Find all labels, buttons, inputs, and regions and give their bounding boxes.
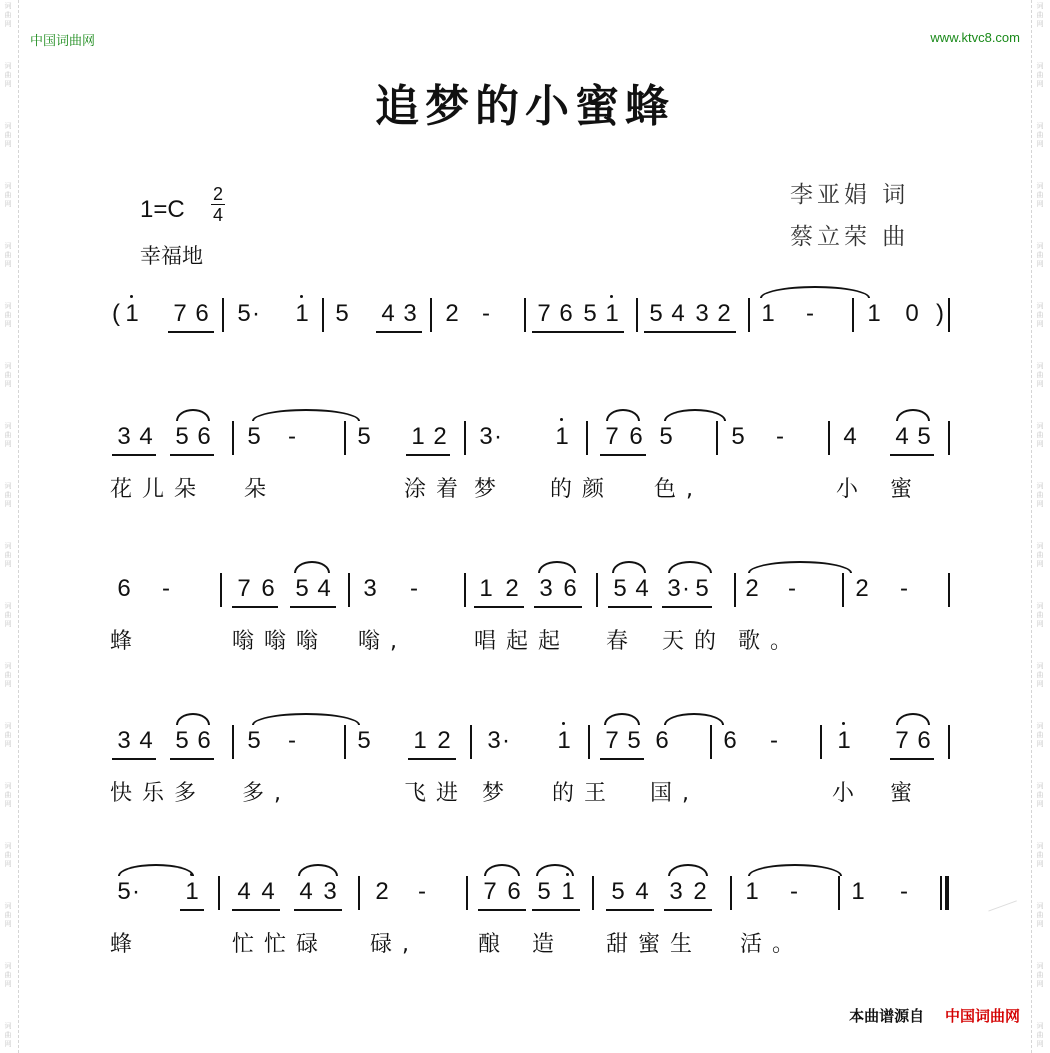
slur-arc bbox=[294, 561, 330, 573]
lyric: 蜜 bbox=[890, 477, 923, 502]
note: 1 bbox=[561, 878, 575, 905]
note: 2 bbox=[855, 575, 869, 602]
barline bbox=[852, 298, 854, 332]
lyric: 国, bbox=[650, 781, 699, 806]
note: 7 bbox=[605, 727, 619, 754]
watermark-text: 词 曲 网 bbox=[4, 122, 12, 148]
symbol: · bbox=[682, 575, 690, 602]
symbol: - bbox=[900, 878, 908, 905]
note: 6 bbox=[655, 727, 669, 754]
note: 4 bbox=[261, 878, 275, 905]
beam-underline bbox=[608, 606, 652, 608]
lyric: 蜜 bbox=[890, 781, 923, 806]
note: 7 bbox=[895, 727, 909, 754]
slur-arc bbox=[760, 286, 870, 298]
note: 4 bbox=[843, 423, 857, 450]
beam-underline bbox=[532, 909, 580, 911]
note: 1 bbox=[479, 575, 493, 602]
slur-arc bbox=[664, 713, 724, 725]
barline bbox=[636, 298, 638, 332]
note: 1 bbox=[185, 878, 199, 905]
barline bbox=[730, 876, 732, 910]
lyric: 歌。 bbox=[738, 629, 803, 654]
note: 0 bbox=[905, 300, 919, 327]
slur-arc bbox=[484, 864, 520, 876]
note: 1 bbox=[745, 878, 759, 905]
note: 3 bbox=[695, 300, 709, 327]
site-name: 中国词曲网 bbox=[30, 34, 96, 49]
barline bbox=[586, 421, 588, 455]
note: 1 bbox=[761, 300, 775, 327]
symbol: - bbox=[806, 300, 814, 327]
note: 6 bbox=[261, 575, 275, 602]
note: 1 bbox=[837, 727, 851, 754]
watermark-text: 词 曲 网 bbox=[1036, 422, 1044, 448]
barline bbox=[948, 573, 950, 607]
slur-arc bbox=[668, 561, 712, 573]
song-title: 追梦的小蜜蜂 bbox=[375, 81, 675, 132]
slur-arc bbox=[536, 864, 574, 876]
barline bbox=[430, 298, 432, 332]
barline bbox=[232, 421, 234, 455]
barline bbox=[596, 573, 598, 607]
watermark-text: 词 曲 网 bbox=[4, 362, 12, 388]
slur-arc bbox=[668, 864, 708, 876]
watermark-text: 词 曲 网 bbox=[4, 242, 12, 268]
barline bbox=[344, 725, 346, 759]
barline bbox=[828, 421, 830, 455]
barline bbox=[838, 876, 840, 910]
note: 5 bbox=[613, 575, 627, 602]
note: 5 bbox=[295, 575, 309, 602]
octave-dot bbox=[130, 295, 133, 298]
beam-underline bbox=[606, 909, 654, 911]
slur-arc bbox=[604, 713, 640, 725]
note: 4 bbox=[635, 575, 649, 602]
octave-dot bbox=[562, 722, 565, 725]
note: 7 bbox=[483, 878, 497, 905]
note: 3 bbox=[479, 423, 493, 450]
barline bbox=[466, 876, 468, 910]
symbol: · bbox=[502, 727, 510, 754]
watermark-text: 词 曲 网 bbox=[4, 842, 12, 868]
watermark-text: 词 曲 网 bbox=[1036, 302, 1044, 328]
symbol: - bbox=[418, 878, 426, 905]
lyric: 甜蜜生 bbox=[606, 932, 703, 957]
note: 5 bbox=[611, 878, 625, 905]
lyric: 朵 bbox=[244, 477, 277, 502]
note: 7 bbox=[605, 423, 619, 450]
note: 5 bbox=[357, 727, 371, 754]
note: 6 bbox=[507, 878, 521, 905]
lyric: 快乐多 bbox=[110, 781, 207, 806]
lyric: 梦 bbox=[482, 781, 515, 806]
watermark-text: 词 曲 网 bbox=[4, 182, 12, 208]
note: 5 bbox=[917, 423, 931, 450]
lyric: 涂着 bbox=[404, 477, 469, 502]
octave-dot bbox=[610, 295, 613, 298]
watermark-text: 词 曲 网 bbox=[4, 62, 12, 88]
slur-arc bbox=[748, 561, 852, 573]
note: 3 bbox=[539, 575, 553, 602]
lyric: 蜂 bbox=[110, 932, 143, 957]
barline bbox=[748, 298, 750, 332]
beam-underline bbox=[600, 758, 644, 760]
note: 3 bbox=[669, 878, 683, 905]
beam-underline bbox=[112, 758, 156, 760]
note: 5 bbox=[695, 575, 709, 602]
slur-arc bbox=[252, 713, 360, 725]
note: 3 bbox=[363, 575, 377, 602]
note: 3 bbox=[117, 727, 131, 754]
lyric: 唱起起 bbox=[474, 629, 571, 654]
footer-source bbox=[849, 1005, 1020, 1026]
watermark-text: 词 曲 网 bbox=[1036, 122, 1044, 148]
slur-arc bbox=[748, 864, 842, 876]
note: 4 bbox=[381, 300, 395, 327]
lyricist-credit: 李亚娟 词 bbox=[790, 182, 910, 208]
score-row bbox=[0, 727, 1050, 857]
watermark-text: 词 曲 网 bbox=[1036, 362, 1044, 388]
watermark-text: 词 曲 网 bbox=[1036, 542, 1044, 568]
note: 6 bbox=[917, 727, 931, 754]
site-url[interactable]: www.ktvc8.com bbox=[930, 30, 1020, 45]
note: 4 bbox=[895, 423, 909, 450]
watermark-text: 词 曲 网 bbox=[1036, 482, 1044, 508]
lyric: 多, bbox=[242, 781, 291, 806]
watermark-text: 词 曲 网 bbox=[4, 902, 12, 928]
note: 2 bbox=[445, 300, 459, 327]
note: 1 bbox=[295, 300, 309, 327]
key-signature: 1=C bbox=[140, 196, 185, 223]
time-signature bbox=[208, 184, 228, 225]
footer-label: 本曲谱源自 bbox=[849, 1007, 925, 1025]
barline bbox=[358, 876, 360, 910]
note: 3 bbox=[323, 878, 337, 905]
watermark-text: 词 曲 网 bbox=[4, 782, 12, 808]
beam-underline bbox=[600, 454, 646, 456]
barline bbox=[588, 725, 590, 759]
barline bbox=[348, 573, 350, 607]
note: 1 bbox=[125, 300, 139, 327]
lyric: 造 bbox=[532, 932, 565, 957]
lyric: 碌, bbox=[370, 932, 419, 957]
note: 5 bbox=[357, 423, 371, 450]
note: 5 bbox=[537, 878, 551, 905]
watermark-text: 词 曲 网 bbox=[1036, 662, 1044, 688]
octave-dot bbox=[560, 418, 563, 421]
note: 1 bbox=[867, 300, 881, 327]
beam-underline bbox=[112, 454, 156, 456]
note: 6 bbox=[197, 423, 211, 450]
symbol: - bbox=[900, 575, 908, 602]
barline bbox=[464, 421, 466, 455]
slur-arc bbox=[612, 561, 646, 573]
note: 1 bbox=[851, 878, 865, 905]
final-barline-thin bbox=[940, 876, 942, 910]
barline bbox=[222, 298, 224, 332]
watermark-text: 词 曲 网 bbox=[4, 482, 12, 508]
note: 7 bbox=[537, 300, 551, 327]
barline bbox=[948, 298, 950, 332]
beam-underline bbox=[294, 909, 342, 911]
note: 6 bbox=[197, 727, 211, 754]
symbol: - bbox=[162, 575, 170, 602]
note: 2 bbox=[693, 878, 707, 905]
watermark-text: 词 曲 网 bbox=[1036, 722, 1044, 748]
lyric: 色, bbox=[654, 477, 703, 502]
watermark-text: 词 曲 网 bbox=[4, 2, 12, 28]
beam-underline bbox=[890, 454, 934, 456]
lyric: 飞进 bbox=[404, 781, 469, 806]
note: 2 bbox=[437, 727, 451, 754]
barline bbox=[232, 725, 234, 759]
octave-dot bbox=[842, 722, 845, 725]
beam-underline bbox=[662, 606, 712, 608]
note: 3 bbox=[487, 727, 501, 754]
note: 7 bbox=[173, 300, 187, 327]
lyric: 的王 bbox=[552, 781, 617, 806]
barline bbox=[820, 725, 822, 759]
watermark-text: 词 曲 网 bbox=[4, 662, 12, 688]
symbol: · bbox=[252, 300, 260, 327]
watermark-text: 词 曲 网 bbox=[1036, 62, 1044, 88]
beam-underline bbox=[170, 758, 214, 760]
slur-arc bbox=[118, 864, 194, 876]
score-row bbox=[0, 575, 1050, 705]
note: 4 bbox=[237, 878, 251, 905]
note: 5 bbox=[175, 727, 189, 754]
beam-underline bbox=[644, 331, 736, 333]
note: 5 bbox=[117, 878, 131, 905]
note: 6 bbox=[563, 575, 577, 602]
lyric: 天的 bbox=[662, 629, 727, 654]
note: 6 bbox=[629, 423, 643, 450]
note: 1 bbox=[411, 423, 425, 450]
lyric: 春 bbox=[606, 629, 639, 654]
lyric: 活。 bbox=[740, 932, 805, 957]
lyric: 的颜 bbox=[550, 477, 615, 502]
beam-underline bbox=[534, 606, 582, 608]
symbol: ( bbox=[112, 300, 120, 327]
note: 2 bbox=[375, 878, 389, 905]
barline bbox=[218, 876, 220, 910]
barline bbox=[716, 421, 718, 455]
note: 6 bbox=[723, 727, 737, 754]
lyric: 蜂 bbox=[110, 629, 143, 654]
watermark-text: 词 曲 网 bbox=[4, 302, 12, 328]
note: 4 bbox=[139, 727, 153, 754]
lyric: 小 bbox=[836, 477, 869, 502]
symbol: - bbox=[790, 878, 798, 905]
watermark-text: 词 曲 网 bbox=[4, 542, 12, 568]
note: 2 bbox=[433, 423, 447, 450]
beam-underline bbox=[664, 909, 712, 911]
watermark-text: 词 曲 网 bbox=[1036, 2, 1044, 28]
note: 5 bbox=[659, 423, 673, 450]
watermark-text: 词 曲 网 bbox=[4, 722, 12, 748]
note: 2 bbox=[745, 575, 759, 602]
barline bbox=[464, 573, 466, 607]
note: 5 bbox=[335, 300, 349, 327]
composer-credit: 蔡立荣 曲 bbox=[790, 224, 910, 250]
note: 5 bbox=[731, 423, 745, 450]
note: 4 bbox=[139, 423, 153, 450]
lyric: 梦 bbox=[474, 477, 507, 502]
symbol: - bbox=[788, 575, 796, 602]
beam-underline bbox=[290, 606, 336, 608]
barline bbox=[592, 876, 594, 910]
note: 4 bbox=[299, 878, 313, 905]
beam-underline bbox=[406, 454, 450, 456]
time-bottom: 4 bbox=[212, 205, 223, 225]
symbol: - bbox=[776, 423, 784, 450]
symbol: - bbox=[288, 423, 296, 450]
beam-underline bbox=[232, 606, 278, 608]
note: 3 bbox=[667, 575, 681, 602]
watermark-text: 词 曲 网 bbox=[4, 962, 12, 988]
note: 1 bbox=[555, 423, 569, 450]
watermark-text: 词 曲 网 bbox=[1036, 242, 1044, 268]
note: 1 bbox=[557, 727, 571, 754]
symbol: - bbox=[288, 727, 296, 754]
slur-arc bbox=[538, 561, 576, 573]
watermark-text: 词 曲 网 bbox=[4, 1022, 12, 1048]
note: 7 bbox=[237, 575, 251, 602]
barline bbox=[734, 573, 736, 607]
barline bbox=[710, 725, 712, 759]
lyric: 忙忙碌 bbox=[232, 932, 329, 957]
slur-arc bbox=[298, 864, 338, 876]
barline bbox=[470, 725, 472, 759]
beam-underline bbox=[478, 909, 526, 911]
watermark-text: 词 曲 网 bbox=[4, 422, 12, 448]
watermark-text: 词 曲 网 bbox=[1036, 1022, 1044, 1048]
note: 6 bbox=[559, 300, 573, 327]
barline bbox=[948, 725, 950, 759]
beam-underline bbox=[180, 909, 204, 911]
note: 4 bbox=[671, 300, 685, 327]
beam-underline bbox=[170, 454, 214, 456]
barline bbox=[322, 298, 324, 332]
barline bbox=[344, 421, 346, 455]
slur-arc bbox=[176, 713, 210, 725]
note: 5 bbox=[627, 727, 641, 754]
beam-underline bbox=[532, 331, 624, 333]
beam-underline bbox=[408, 758, 456, 760]
barline bbox=[524, 298, 526, 332]
note: 3 bbox=[403, 300, 417, 327]
symbol: ) bbox=[936, 300, 944, 327]
note: 5 bbox=[583, 300, 597, 327]
watermark-text: 词 曲 网 bbox=[1036, 782, 1044, 808]
beam-underline bbox=[232, 909, 280, 911]
watermark-text: 词 曲 网 bbox=[1036, 902, 1044, 928]
beam-underline bbox=[474, 606, 524, 608]
note: 4 bbox=[317, 575, 331, 602]
lyric: 酿 bbox=[478, 932, 511, 957]
note: 5 bbox=[247, 423, 261, 450]
time-top: 2 bbox=[212, 184, 223, 204]
symbol: - bbox=[482, 300, 490, 327]
lyric: 小 bbox=[832, 781, 865, 806]
beam-underline bbox=[168, 331, 214, 333]
barline bbox=[948, 421, 950, 455]
note: 5 bbox=[175, 423, 189, 450]
tempo-marking: 幸福地 bbox=[140, 244, 203, 268]
symbol: - bbox=[770, 727, 778, 754]
octave-dot bbox=[300, 295, 303, 298]
symbol: - bbox=[410, 575, 418, 602]
barline bbox=[842, 573, 844, 607]
note: 2 bbox=[505, 575, 519, 602]
lyric: 嗡嗡嗡 bbox=[232, 629, 329, 654]
watermark-text: 词 曲 网 bbox=[1036, 842, 1044, 868]
note: 5 bbox=[247, 727, 261, 754]
beam-underline bbox=[376, 331, 422, 333]
note: 6 bbox=[117, 575, 131, 602]
watermark-text: 词 曲 网 bbox=[1036, 962, 1044, 988]
score-row bbox=[0, 878, 1050, 1008]
note: 2 bbox=[717, 300, 731, 327]
barline bbox=[220, 573, 222, 607]
lyric: 嗡, bbox=[358, 629, 407, 654]
note: 6 bbox=[195, 300, 209, 327]
footer-site[interactable]: 中国词曲网 bbox=[944, 1007, 1020, 1025]
symbol: · bbox=[132, 878, 140, 905]
slur-arc bbox=[896, 713, 930, 725]
final-barline-thick bbox=[945, 876, 949, 910]
note: 5 bbox=[649, 300, 663, 327]
beam-underline bbox=[890, 758, 934, 760]
note: 3 bbox=[117, 423, 131, 450]
watermark-text: 词 曲 网 bbox=[1036, 602, 1044, 628]
watermark-text: 词 曲 网 bbox=[1036, 182, 1044, 208]
score-row bbox=[0, 423, 1050, 553]
watermark-text: 词 曲 网 bbox=[4, 602, 12, 628]
symbol: · bbox=[494, 423, 502, 450]
lyric: 花儿朵 bbox=[110, 477, 207, 502]
note: 1 bbox=[413, 727, 427, 754]
note: 1 bbox=[605, 300, 619, 327]
note: 5 bbox=[237, 300, 251, 327]
score-row bbox=[0, 300, 1050, 430]
note: 4 bbox=[635, 878, 649, 905]
